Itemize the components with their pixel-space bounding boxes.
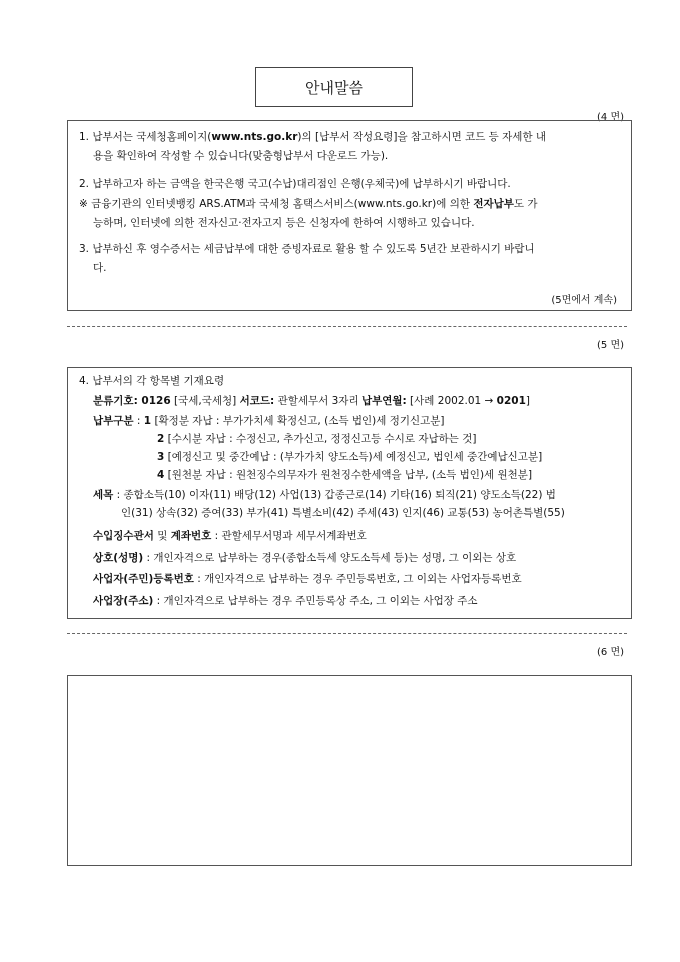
code-row: 분류기호: 0126 [국세,국세청] 서코드: 관할세무서 3자리 납부연월: [사례 2002.01 → 0201]: [93, 395, 531, 407]
payment-type-row-1: 납부구분 : 1 [확정분 자납 : 부가가치세 확정신고, (소득 법인)세 정기신고분]: [93, 415, 445, 427]
homepage-url: www.nts.go.kr: [211, 131, 298, 143]
payment-type-row-2: 2 [수시분 자납 : 수정신고, 추가신고, 정정신고등 수시로 자납하는 것]: [157, 433, 477, 445]
notice-item-2: 2. 납부하고자 하는 금액을 한국은행 국고(수납)대리점인 은행(우체국)에 납부하시기 바랍니다.: [79, 178, 511, 190]
entry-business-address: 사업장(주소) : 개인자격으로 납부하는 경우 주민등록상 주소, 그 이외는 사업장 주소: [93, 595, 478, 607]
page-5-guide-box: [67, 367, 632, 619]
entry-registration-number: 사업자(주민)등록번호 : 개인자격으로 납부하는 경우 주민등록번호, 그 이외는 사업자등록번호: [93, 573, 522, 585]
page-6-blank-box: [67, 675, 632, 866]
page-divider: [67, 633, 627, 634]
notice-item-3: 3. 납부하신 후 영수증서는 세금납부에 대한 증빙자료로 활용 할 수 있도록 5년간 보관하시기 바랍니: [79, 243, 535, 255]
page-title: 안내말씀: [255, 67, 413, 107]
page-4-label: (4 면): [597, 112, 625, 123]
tax-items-row-cont: 인(31) 상속(32) 증여(33) 부가(41) 특별소비(42) 주세(43) 인지(46) 교통(53) 농어촌특별(55): [121, 507, 565, 519]
continued-note: (5면에서 계속): [551, 295, 617, 306]
payment-type-row-3: 3 [예정신고 및 중간예납 : (부가가치 양도소득)세 예정신고, 법인세 중간예납신고분]: [157, 451, 543, 463]
notice-item-1: 1. 납부서는 국세청홈페이지(www.nts.go.kr)의 [납부서 작성요령]을 참고하시면 코드 등 자세한 내: [79, 131, 547, 143]
notice-item-note: ※ 금융기관의 인터넷뱅킹 ARS.ATM과 국세청 홈택스서비스(www.nts.go.kr)에 의한 전자납부도 가: [79, 198, 538, 210]
guide-heading: 4. 납부서의 각 항목별 기재요령: [79, 375, 225, 387]
tax-items-row: 세목 : 종합소득(10) 이자(11) 배당(12) 사업(13) 갑종근로(14) 기타(16) 퇴직(21) 양도소득(22) 법: [93, 489, 556, 501]
notice-item-1-cont: 용을 확인하여 작성할 수 있습니다(맞춤형납부서 다운로드 가능).: [93, 150, 389, 162]
e-payment-label: 전자납부: [473, 198, 514, 210]
notice-item-3-cont: 다.: [93, 262, 107, 274]
notice-item-note-cont: 능하며, 인터넷에 의한 전자신고·전자고지 등은 신청자에 한하여 시행하고 있습니다.: [93, 217, 475, 229]
entry-office-account: 수입징수관서 및 계좌번호 : 관할세무서명과 세무서계좌번호: [93, 530, 367, 542]
page-4-notice-box: [67, 120, 632, 311]
page-divider: [67, 326, 627, 327]
page-6-label: (6 면): [597, 647, 625, 658]
entry-trade-name: 상호(성명) : 개인자격으로 납부하는 경우(종합소득세 양도소득세 등)는 성명, 그 이외는 상호: [93, 552, 517, 564]
payment-type-row-4: 4 [원천분 자납 : 원천징수의무자가 원천징수한세액을 납부, (소득 법인)세 원천분]: [157, 469, 533, 481]
page-5-label: (5 면): [597, 340, 625, 351]
